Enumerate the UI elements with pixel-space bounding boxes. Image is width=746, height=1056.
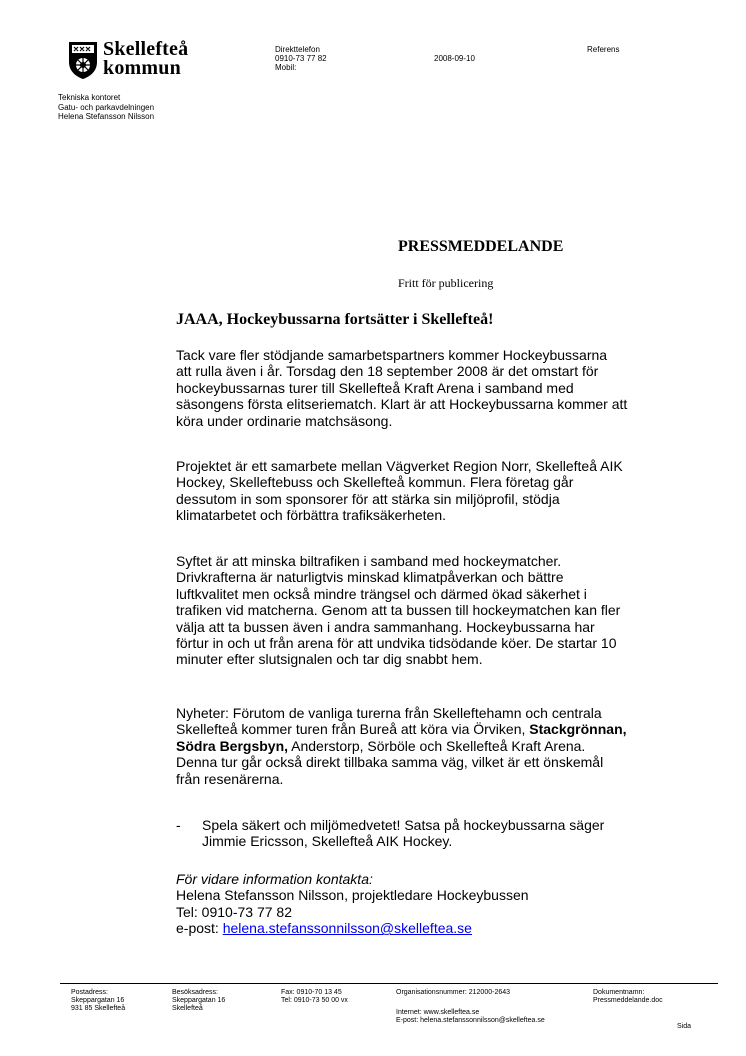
logo-wordmark bbox=[103, 40, 188, 78]
contact-phone: Tel: 0910-73 77 82 bbox=[176, 903, 292, 920]
paragraph-line: Projektet är ett samarbete mellan Vägverket Region Norr, Skellefteå AIK bbox=[176, 458, 623, 474]
paragraph-text: Anderstorp, Sörböle och Skellefteå Kraft Arena. bbox=[288, 737, 586, 754]
paragraph-line: trafiken vid matcherna. Genom att ta bussen till hockeymatchen kan fler bbox=[176, 602, 621, 619]
paragraph-line: Denna tur går också direkt tillbaka samma väg, vilket är ett önskemål bbox=[176, 754, 604, 771]
dept-line-office: Tekniska kontoret bbox=[58, 93, 121, 102]
footer-text: Besöksadress: bbox=[172, 989, 218, 996]
footer-internet: Internet: www.skelleftea.se bbox=[396, 1009, 480, 1017]
email-link[interactable]: helena.stefanssonnilsson@skelleftea.se bbox=[222, 920, 472, 937]
paragraph-line: från resenärerna. bbox=[176, 770, 284, 787]
direct-phone-number: 0910-73 77 82 bbox=[275, 54, 327, 63]
footer-text: Postadress: bbox=[71, 989, 108, 996]
paragraph-line: köra under ordinarie matchsäsong. bbox=[176, 412, 393, 429]
footer-org-contact bbox=[396, 989, 545, 1026]
paragraph-line: Drivkrafterna är naturligtvis minskad klimatpåverkan och bättre bbox=[176, 569, 564, 586]
headline: JAAA, Hockeybussarna fortsätter i Skellefteå! bbox=[176, 311, 494, 328]
paragraph-text: Skellefteå kommer turen från Bureå att köra via Örviken, bbox=[176, 721, 530, 738]
coat-of-arms-icon bbox=[67, 40, 99, 80]
paragraph-line: säsongens första elitseriematch. Klart är att Hockeybussarna kommer att bbox=[176, 396, 628, 413]
footer-divider bbox=[60, 983, 718, 984]
footer-text: Dokumentnamn: bbox=[593, 989, 645, 996]
paragraph-line: välja att ta bussen även i andra sammanhang. Hockeybussarna har bbox=[176, 618, 595, 635]
paragraph-line bbox=[176, 721, 736, 737]
dept-line-division: Gatu- och parkavdelningen bbox=[58, 102, 155, 112]
footer-page-label: Sida bbox=[677, 1023, 692, 1030]
paragraph-1 bbox=[176, 347, 736, 429]
footer-document-name bbox=[593, 989, 663, 1005]
footer-email: E-post: helena.stefanssonnilsson@skelleftea.se bbox=[396, 1017, 545, 1025]
sender-department bbox=[58, 93, 154, 122]
document-date: 2008-09-10 bbox=[434, 54, 475, 63]
paragraph-line: Syftet är att minska biltrafiken i samband med hockeymatcher. bbox=[176, 553, 562, 569]
direct-phone-block bbox=[275, 45, 327, 72]
contact-email-line bbox=[176, 920, 736, 936]
paragraph-line: minuter efter slutsignalen och tar dig snabbt hem. bbox=[176, 651, 483, 668]
logo-line-1: Skellefteå bbox=[103, 38, 189, 60]
paragraph-2 bbox=[176, 458, 736, 524]
footer-phone-fax bbox=[281, 989, 348, 1005]
footer-text: Tel: 0910-73 50 00 vx bbox=[281, 997, 348, 1005]
paragraph-line: dessutom in som sponsorer för att stärka sin miljöprofil, stödja bbox=[176, 490, 560, 507]
press-release-subtitle: Fritt för publicering bbox=[398, 276, 494, 290]
paragraph-line: luftkvalitet men också mindre trängsel och därmed ökad säkerhet i bbox=[176, 585, 587, 602]
quote-line: Spela säkert och miljömedvetet! Satsa på hockeybussarna säger bbox=[202, 817, 605, 833]
footer-text: Skeppargatan 16 bbox=[71, 997, 125, 1005]
email-label: e-post: bbox=[176, 920, 223, 937]
press-release-title: PRESSMEDDELANDE bbox=[398, 238, 564, 255]
quote-item bbox=[176, 817, 736, 850]
bold-stop-name: Stackgrönnan, bbox=[529, 721, 627, 738]
footer-text: Skeppargatan 16 bbox=[172, 997, 226, 1005]
footer-postal-address bbox=[71, 989, 125, 1014]
footer-visit-address bbox=[172, 989, 225, 1014]
paragraph-line: förtur in och ut från arena för att undvika tidsödande köer. De startar 10 bbox=[176, 635, 617, 652]
contact-block bbox=[176, 871, 736, 937]
contact-name: Helena Stefansson Nilsson, projektledare Hockeybussen bbox=[176, 887, 529, 904]
bold-stop-name: Södra Bergsbyn, bbox=[176, 737, 289, 754]
paragraph-4 bbox=[176, 705, 736, 787]
logo-line-2: kommun bbox=[103, 57, 181, 79]
paragraph-line: hockeybussarnas turer till Skellefteå Kraft Arena i samband med bbox=[176, 379, 574, 396]
paragraph-line: Nyheter: Förutom de vanliga turerna från Skelleftehamn och centrala bbox=[176, 705, 602, 721]
direct-phone-label: Direkttelefon bbox=[275, 45, 320, 54]
quote-line: Jimmie Ericsson, Skellefteå AIK Hockey. bbox=[202, 833, 453, 850]
paragraph-line bbox=[176, 738, 736, 754]
paragraph-3 bbox=[176, 553, 736, 668]
paragraph-line: Hockey, Skelleftebuss och Skellefteå kommun. Flera företag går bbox=[176, 474, 574, 491]
footer-text: Pressmeddelande.doc bbox=[593, 997, 663, 1005]
footer-text: Fax: 0910-70 13 45 bbox=[281, 989, 342, 996]
paragraph-line: Tack vare fler stödjande samarbetspartners kommer Hockeybussarna bbox=[176, 347, 608, 363]
mobile-label: Mobil: bbox=[275, 63, 297, 72]
footer-org-number: Organisationsnummer: 212000-2643 bbox=[396, 989, 511, 996]
footer-text: Skellefteå bbox=[172, 1005, 203, 1013]
paragraph-line: klimatarbetet och förbättra trafiksäkerheten. bbox=[176, 507, 447, 524]
footer-text: 931 85 Skellefteå bbox=[71, 1005, 126, 1013]
reference-label: Referens bbox=[587, 45, 620, 54]
bullet-dash: - bbox=[176, 817, 181, 833]
contact-intro: För vidare information kontakta: bbox=[176, 871, 373, 887]
municipality-logo bbox=[67, 40, 207, 84]
dept-line-person: Helena Stefansson Nilsson bbox=[58, 112, 155, 121]
paragraph-line: att rulla även i år. Torsdag den 18 september 2008 är det omstart för bbox=[176, 363, 599, 380]
